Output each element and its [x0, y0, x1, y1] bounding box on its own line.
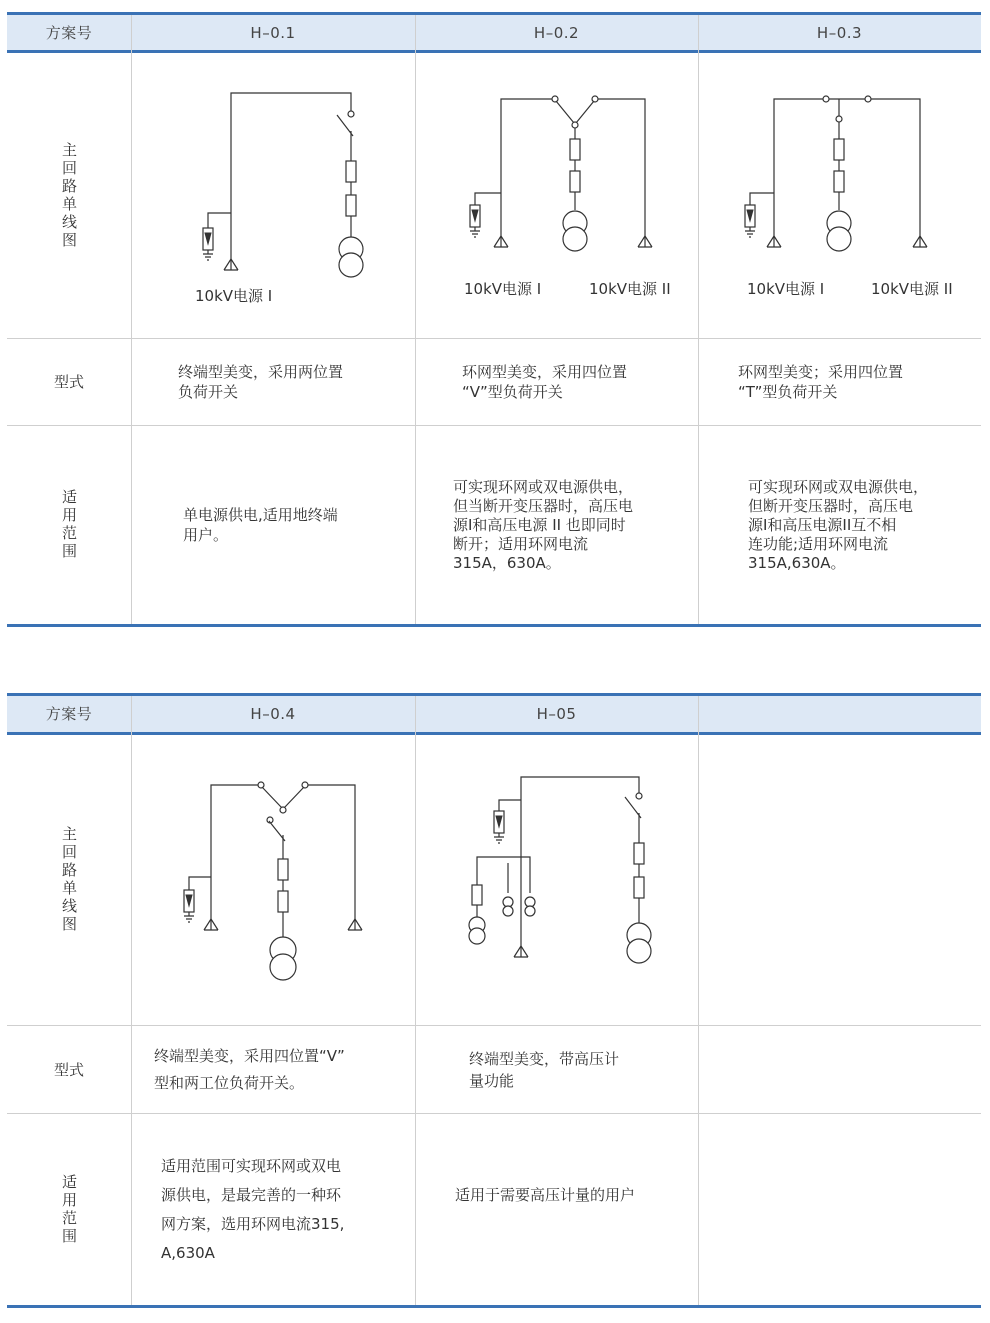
- scheme-table-1: [7, 0, 981, 630]
- table2-col-h04: H–0.4: [250, 705, 296, 723]
- table1-type-h03: 环网型美变；采用四位置 “T”型负荷开关: [738, 363, 904, 401]
- table1-col-h02: H–0.2: [533, 23, 580, 42]
- table1-scope-h01: 单电源供电,适用地终端 用户。: [183, 506, 338, 544]
- table2-type-h04: 终端型美变，采用四位置“V” 型和两工位负荷开关。: [154, 1046, 345, 1092]
- table1-row-scope-label: 适用范围: [60, 489, 78, 561]
- diagram-h03-source1: 10kV电源 I: [747, 280, 825, 298]
- table1-scope-h03: 可实现环网或双电源供电， 但断开变压器时，高压电 源I和高压电源II互不相 连功能;适用环网电流 315A,630A。: [748, 477, 929, 572]
- table1-row-diagram-label: 主回路单线图: [60, 141, 78, 250]
- diagram-h01-source1: 10kV电源 I: [195, 287, 273, 305]
- diagram-h02-source2: 10kV电源 II: [589, 280, 671, 298]
- table2-scope-h04: 适用范围可实现环网或双电 源供电，是最完善的一种环 网方案，选用环网电流315, A,630A: [161, 1156, 345, 1262]
- table1-col-h03: H–0.3: [816, 23, 863, 42]
- table2-row-diagram-label: 主回路单线图: [60, 826, 78, 934]
- diagram-h01: [131, 53, 415, 338]
- table1-header-label: 方案号: [45, 23, 93, 42]
- diagram-h03-source2: 10kV电源 II: [871, 280, 953, 298]
- diagram-h04: [131, 735, 415, 1025]
- table1-row-type-label: 型式: [53, 373, 84, 391]
- table1-bottom-rule: [7, 624, 981, 627]
- table1-type-h02: 环网型美变，采用四位置 “V”型负荷开关: [462, 363, 628, 401]
- table2-scope-h05: 适用于需要高压计量的用户: [455, 1186, 636, 1204]
- table1-scope-h02: 可实现环网或双电源供电， 但当断开变压器时，高压电 源I和高压电源 II 也即同时 断开；适用环网电流 315A，630A。: [453, 477, 634, 572]
- table2-row-scope-label: 适用范围: [60, 1173, 78, 1246]
- diagram-h03: [698, 53, 981, 338]
- diagram-h02: [415, 53, 698, 338]
- scheme-table-2: [7, 681, 981, 1311]
- table2-col-empty: [698, 696, 981, 732]
- table1-col-h01: H–0.1: [250, 23, 296, 42]
- table2-col-h05: H–05: [536, 705, 577, 723]
- table2-row-type-label: 型式: [53, 1060, 84, 1079]
- table2-type-h05: 终端型美变，带高压计 量功能: [469, 1049, 620, 1090]
- diagram-h05: [415, 735, 698, 1025]
- table2-header-label: 方案号: [45, 705, 93, 723]
- diagram-h02-source1: 10kV电源 I: [464, 280, 542, 298]
- table1-type-h01: 终端型美变，采用两位置 负荷开关: [178, 363, 344, 401]
- table2-bottom-rule: [7, 1305, 981, 1308]
